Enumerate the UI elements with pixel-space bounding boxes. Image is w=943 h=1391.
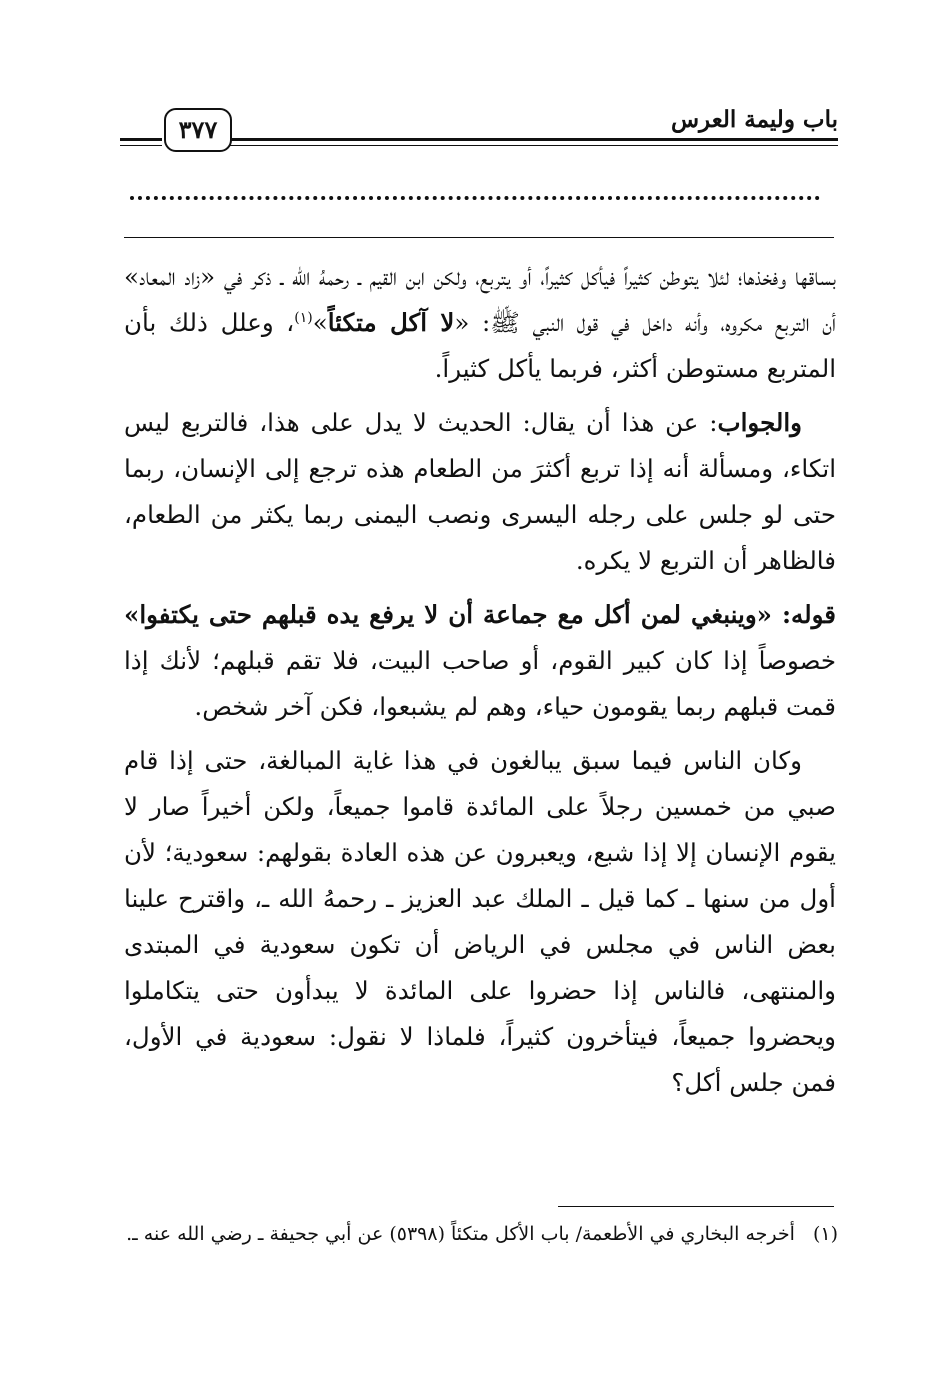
paragraph-1: [124, 254, 836, 392]
paragraph-4: [124, 738, 836, 1106]
dotted-separator: [130, 196, 820, 200]
footnote-number: (١): [812, 1223, 838, 1245]
header-rule-thin: [230, 145, 838, 146]
paragraph-3-text: خصوصاً إذا كان كبير القوم، أو صاحب البيت، فلا تقم قبلهم؛ لأنك إذا قمت قبلهم ربما يقومون حياء، وهم لم يشبعوا، فكن آخر شخص.: [124, 646, 836, 721]
footnote-reference: (١): [294, 309, 313, 326]
header-rule-left-thin: [120, 145, 162, 146]
text-top-rule: [124, 237, 834, 238]
running-title: باب وليمة العرس: [670, 106, 838, 133]
paragraph-1-text-a: بساقها وفخذها؛ لئلا يتوطن كثيراً فيأكل كثيراً، أو يتربع، ولكن ابن القيم ـ رحمهُ الله ـ ذكر في «زاد المعاد» أن التربع مكروه، وأنه داخل في قول النبي ﷺ: «: [124, 262, 836, 337]
page-header: [120, 100, 838, 160]
header-rule: [230, 138, 838, 141]
paragraph-2: [124, 400, 836, 584]
header-rule-left: [120, 138, 162, 141]
paragraph-3: [124, 592, 836, 730]
page-number: ٣٧٧: [164, 108, 232, 152]
footnote: [118, 1216, 838, 1252]
footnote-text: أخرجه البخاري في الأطعمة/ باب الأكل متكئاً (٥٣٩٨) عن أبي جحيفة ـ رضي الله عنه ـ.: [126, 1223, 795, 1245]
footnote-1: [118, 1216, 838, 1252]
paragraph-1-quote-close: »: [312, 308, 328, 337]
paragraph-2-text: : عن هذا أن يقال: الحديث لا يدل على هذا، فالتربع ليس اتكاء، ومسألة أنه إذا تربع أكثرَ من الطعام هذه ترجع إلى الإنسان، ربما حتى لو جلس على رجله اليسرى ونصب اليمنى ربما يكثر من الطعام، فالظاهر أن التربع لا يكره.: [124, 408, 836, 575]
footnote-rule: [558, 1206, 834, 1207]
paragraph-4-text: وكان الناس فيما سبق يبالغون في هذا غاية المبالغة، حتى إذا قام صبي من خمسين رجلاً على المائدة قاموا جميعاً، ولكن أخيراً صار لا يقوم الإنسان إلا إذا شبع، ويعبرون عن هذه العادة بقولهم: سعودية؛ لأن أول من سنها ـ كما قيل ـ الملك عبد العزيز ـ رحمهُ الله ـ، واقترح علينا بعض الناس في مجلس في الرياض أن تكون سعودية في المبتدى والمنتهى، فالناس إذا حضروا على المائدة لا يبدأون حتى يتكاملوا ويحضروا جميعاً، فيتأخرون كثيراً، فلماذا لا نقول: سعودية في الأول، فمن جلس أكل؟: [124, 746, 836, 1097]
paragraph-1-text-b: ، وعلل ذلك بأن المتربع مستوطن أكثر، فربما يأكل كثيراً.: [124, 308, 836, 383]
hadith-quote: لا آكل متكئاً: [327, 308, 455, 337]
matn-quote: قوله: «وينبغي لمن أكل مع جماعة أن لا يرفع يده قبلهم حتى يكتفوا»: [124, 600, 836, 629]
answer-lead: والجواب: [717, 408, 802, 437]
main-text: [124, 254, 836, 1114]
